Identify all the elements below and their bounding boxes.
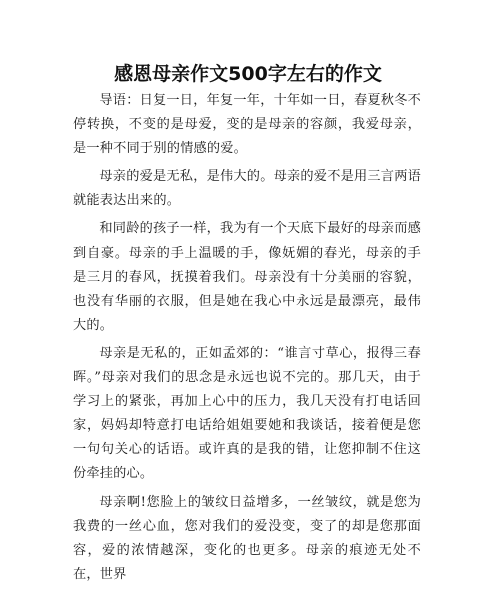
document-title: 感恩母亲作文500字左右的作文 [114, 63, 382, 85]
paragraph: 和同龄的孩子一样，我为有一个天底下最好的母亲而感到自豪。母亲的手上温暖的手，像妩媚的春光，母亲的手是三月的春风，抚摸着我们。母亲没有十分美丽的容貌，也没有华丽的衣服，但是她在我心中永远是最漂亮，最伟大的。 [73, 221, 421, 333]
paragraph: 母亲啊!您脸上的皱纹日益增多，一丝皱纹，就是您为我费的一丝心血，您对我们的爱没变，变了的却是您那面容，爱的浓情越深，变化的也更多。母亲的痕迹无处不在，世界 [73, 494, 421, 582]
paragraph: 母亲是无私的，正如孟郊的：“谁言寸草心，报得三春晖。”母亲对我们的思念是永远也说不完的。那几天，由于学习上的紧张，再加上心中的压力，我几天没有打电话回家，妈妈却特意打电话给姐姐要她和我谈话，接着便是您一句句关心的话语。或许真的是我的错，让您抑制不住这份牵挂的心。 [73, 345, 421, 482]
document-body [73, 89, 421, 591]
paragraph: 母亲的爱是无私，是伟大的。母亲的爱不是用三言两语就能表达出来的。 [73, 169, 421, 209]
paragraph-intro: 导语：日复一日，年复一年，十年如一日，春夏秋冬不停转换，不变的是母爱，变的是母亲的容颜，我爱母亲，是一种不同于别的情感的爱。 [73, 93, 421, 157]
